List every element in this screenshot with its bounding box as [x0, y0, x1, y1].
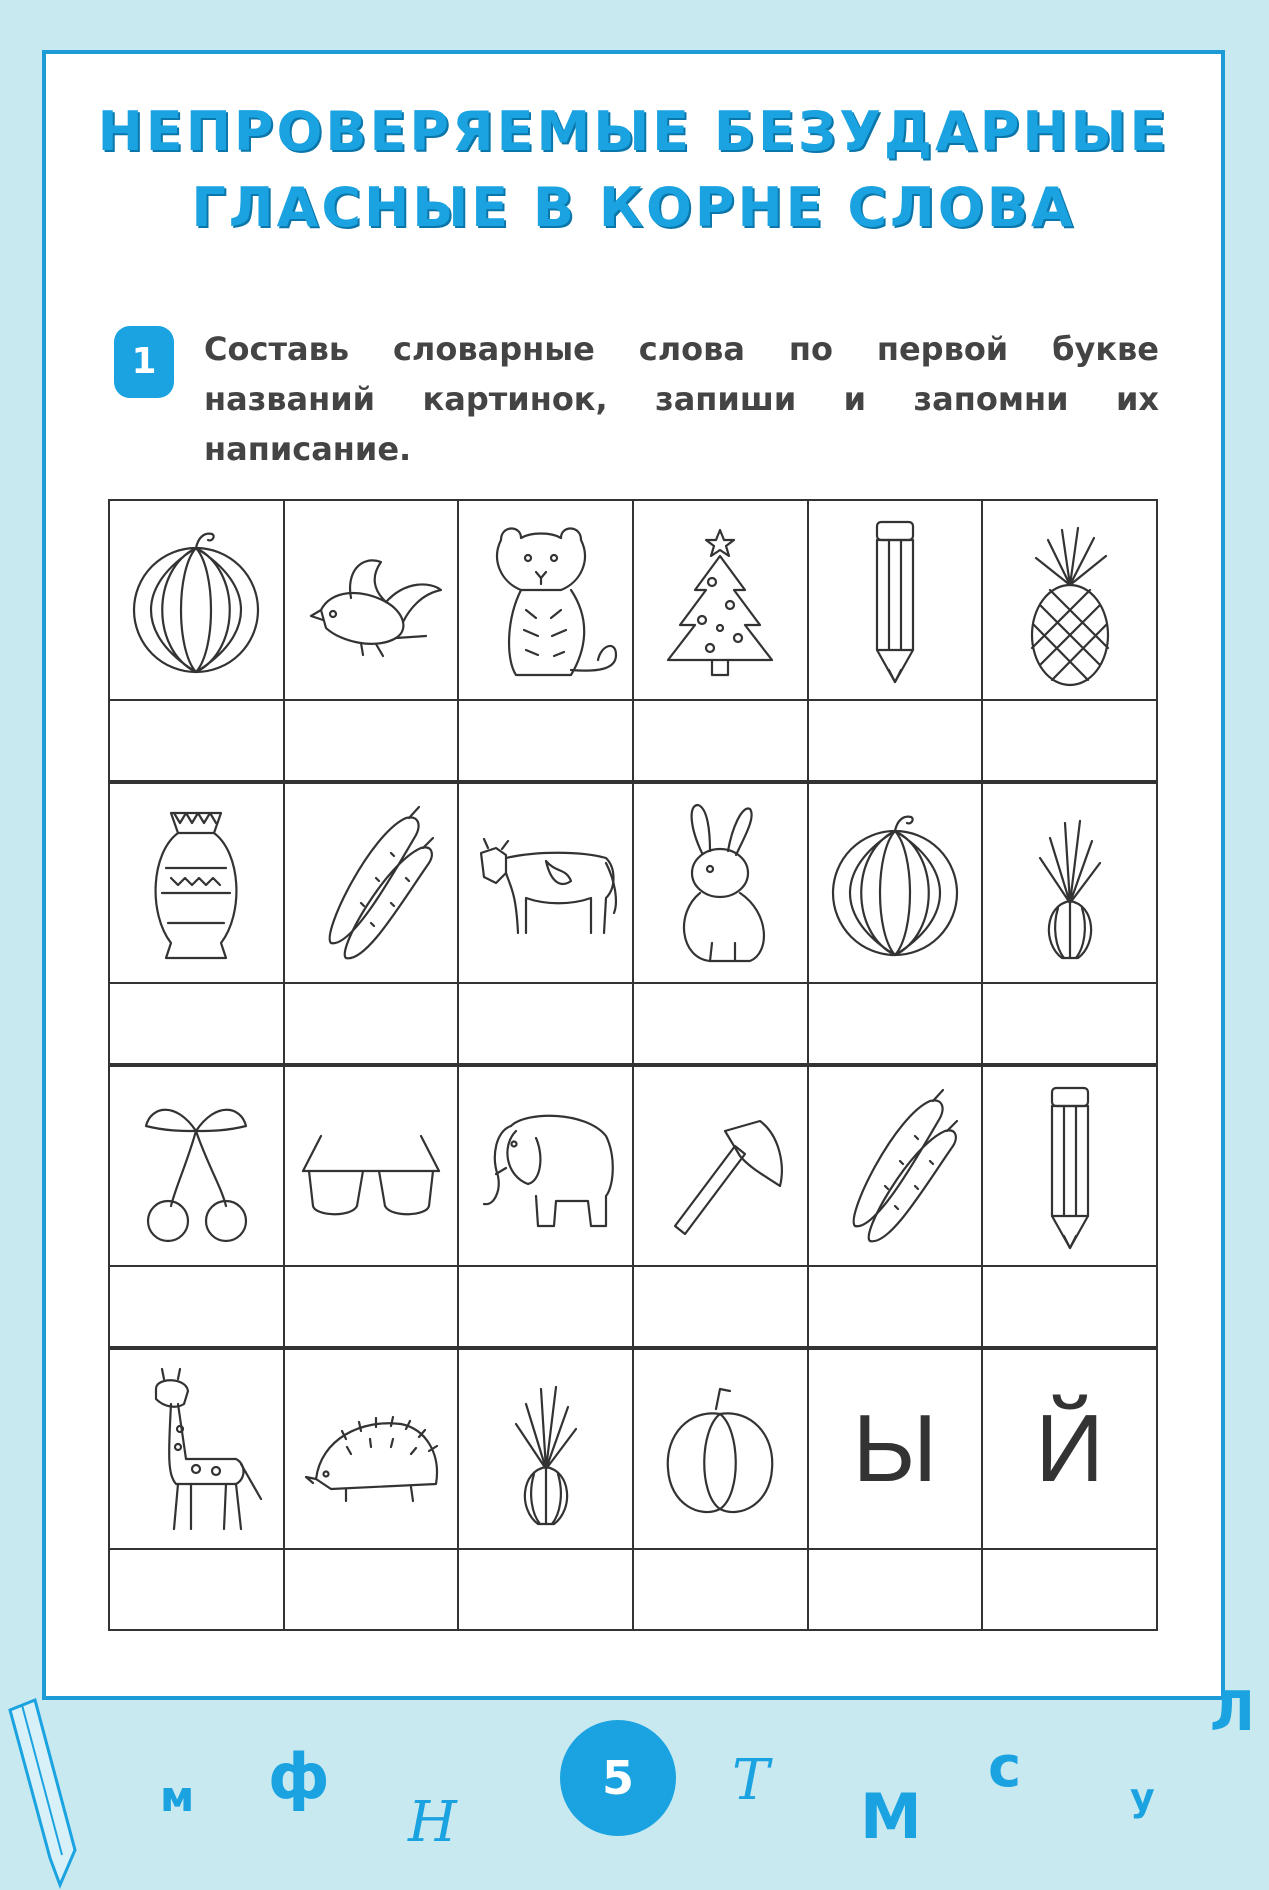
cherry-icon [116, 1076, 276, 1256]
answer-cell[interactable] [808, 700, 983, 782]
picture-cell [284, 1348, 459, 1549]
pineapple-icon [990, 510, 1150, 690]
footer-letter-m-small: м [160, 1772, 195, 1821]
footer-letter-n: Н [408, 1790, 457, 1855]
answer-cell[interactable] [458, 1266, 633, 1348]
picture-cell [458, 1065, 633, 1266]
cow-icon [466, 793, 626, 973]
vase-icon [116, 793, 276, 973]
tiger-icon [466, 510, 626, 690]
picture-cell [633, 1065, 808, 1266]
cucumber-icon [291, 793, 451, 973]
page-title [46, 94, 1221, 246]
picture-cell [808, 1065, 983, 1266]
giraffe-icon [116, 1359, 276, 1539]
picture-cell [808, 500, 983, 700]
answer-cell[interactable] [109, 983, 284, 1065]
answer-cell[interactable] [633, 1549, 808, 1630]
answer-cell[interactable] [458, 700, 633, 782]
answer-cell[interactable] [982, 983, 1157, 1065]
answer-cell[interactable] [808, 1266, 983, 1348]
picture-cell [633, 1348, 808, 1549]
cucumber-icon [815, 1076, 975, 1256]
picture-cell [284, 1065, 459, 1266]
answer-cell[interactable] [808, 983, 983, 1065]
answer-cell[interactable] [284, 1549, 459, 1630]
task-number-badge: 1 [114, 326, 174, 398]
answer-cell[interactable] [109, 1266, 284, 1348]
axe-icon [640, 1076, 800, 1256]
christmas-tree-icon [640, 510, 800, 690]
pencil-icon [815, 510, 975, 690]
rabbit-icon [640, 793, 800, 973]
footer-letter-t: Т [732, 1748, 770, 1813]
picture-cell [633, 782, 808, 983]
answer-cell[interactable] [982, 1549, 1157, 1630]
answer-cell[interactable] [109, 700, 284, 782]
footer-letter-u: у [1130, 1775, 1155, 1819]
footer-letter-f: ф [268, 1740, 330, 1813]
answer-cell[interactable] [633, 700, 808, 782]
answer-cell[interactable] [284, 700, 459, 782]
answer-cell[interactable] [458, 1549, 633, 1630]
picture-cell [633, 500, 808, 700]
glasses-icon [291, 1076, 451, 1256]
onion-icon [990, 793, 1150, 973]
onion-icon [466, 1359, 626, 1539]
picture-cell [808, 782, 983, 983]
picture-cell [109, 500, 284, 700]
pencil-decoration-icon [0, 1690, 90, 1890]
answer-cell[interactable] [982, 1266, 1157, 1348]
picture-cell [284, 782, 459, 983]
footer-letter-m-large: М [860, 1780, 922, 1853]
picture-cell [458, 782, 633, 983]
watermelon-icon [116, 510, 276, 690]
answer-cell[interactable] [109, 1549, 284, 1630]
pencil-icon [990, 1076, 1150, 1256]
footer-letter-l: Л [1210, 1680, 1255, 1743]
picture-cell [458, 1348, 633, 1549]
page-frame [42, 50, 1225, 1700]
picture-cell [982, 500, 1157, 700]
letter-cell-j: Й [982, 1348, 1157, 1549]
picture-cell [284, 500, 459, 700]
hedgehog-icon [291, 1359, 451, 1539]
elephant-icon [466, 1076, 626, 1256]
answer-cell[interactable] [633, 1266, 808, 1348]
letter-cell-y: Ы [808, 1348, 983, 1549]
pumpkin-icon [640, 1359, 800, 1539]
answer-cell[interactable] [808, 1549, 983, 1630]
title-line-1: НЕПРОВЕРЯЕМЫЕ БЕЗУДАРНЫЕ [97, 100, 1170, 163]
picture-cell [982, 1065, 1157, 1266]
answer-cell[interactable] [458, 983, 633, 1065]
answer-cell[interactable] [982, 700, 1157, 782]
answer-cell[interactable] [633, 983, 808, 1065]
watermelon-icon [815, 793, 975, 973]
picture-cell [982, 782, 1157, 983]
title-line-2: ГЛАСНЫЕ В КОРНЕ СЛОВА [191, 176, 1076, 239]
page-number-badge: 5 [560, 1720, 676, 1836]
answer-cell[interactable] [284, 983, 459, 1065]
footer-letter-s: с [988, 1735, 1022, 1800]
picture-cell [109, 1065, 284, 1266]
picture-cell [458, 500, 633, 700]
picture-word-grid [108, 499, 1158, 1631]
bullfinch-icon [291, 510, 451, 690]
picture-cell [109, 782, 284, 983]
picture-cell [109, 1348, 284, 1549]
answer-cell[interactable] [284, 1266, 459, 1348]
task-instruction: Составь словарные слова по первой букве названий картинок, запиши и запомни их написание. [204, 330, 1159, 468]
